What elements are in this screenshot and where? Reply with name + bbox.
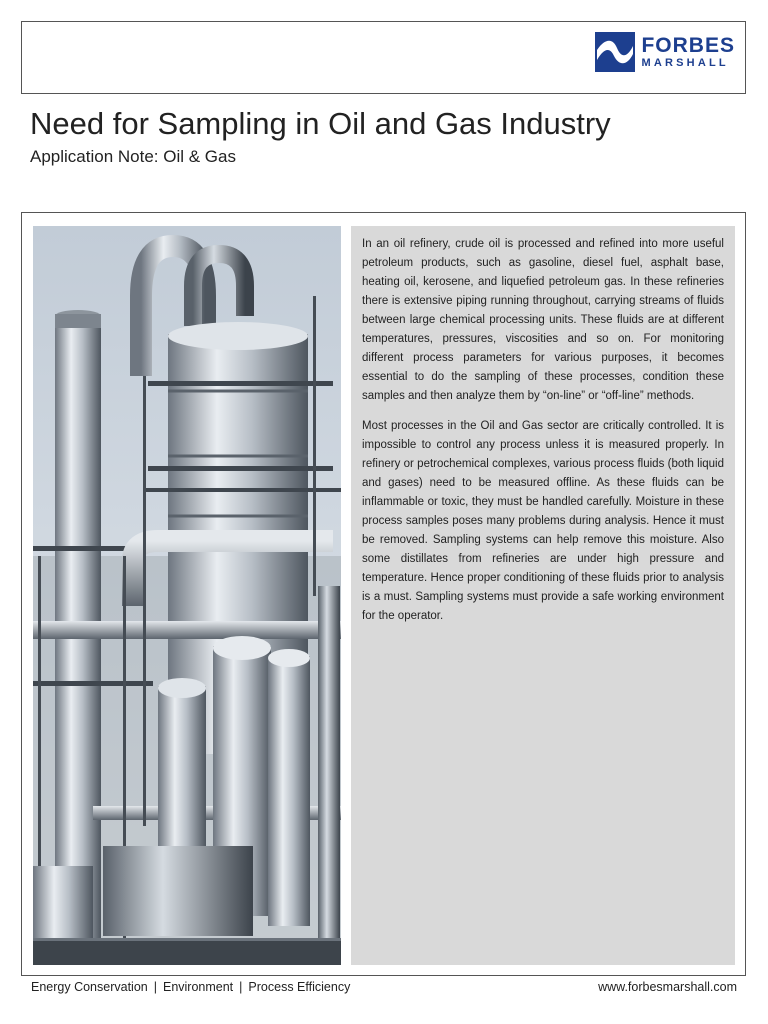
website-link[interactable]: www.forbesmarshall.com — [598, 980, 737, 994]
footer-separator: | — [239, 980, 243, 994]
footer-item: Process Efficiency — [248, 980, 351, 994]
brand-subname: MARSHALL — [641, 57, 729, 69]
brand-name: FORBES — [641, 34, 735, 57]
footer-item: Environment — [162, 980, 234, 994]
footer-taglines — [31, 980, 350, 994]
header-box — [21, 21, 746, 94]
brand-logo[interactable] — [595, 32, 735, 72]
content-box — [21, 212, 746, 976]
footer-item: Energy Conservation — [31, 980, 148, 994]
body-paragraph: In an oil refinery, crude oil is processed and refined into more useful petroleum products, such as gasoline, diesel fuel, asphalt base, heating oil, kerosene, and liquefied petroleum gas. In these refineries there is extensive piping running throughout, carrying streams of fluids between large chemical processing units. These fluids are at different temperatures, pressures, viscosities and so on. For monitoring different process parameters for various purposes, it becomes essential to do the sampling of these processes, condition these samples and then analyze them by “on-line” or “off-line” methods. — [362, 238, 724, 402]
forbes-marshall-logo-icon — [595, 32, 635, 72]
refinery-photo — [33, 226, 341, 965]
body-paragraph: Most processes in the Oil and Gas sector are critically controlled. It is impossible to control any process unless it is measured properly. In refinery or petrochemical complexes, various process fluids (both liquid and gases) need to be measured offline. As these fluids can be inflammable or toxic, they must be handled carefully. Moisture in these process samples poses many problems during analysis. Hence it must be removed. Sampling systems can help remove this moisture. Also some distillates from refineries are under high pressure and temperature. Hence proper conditioning of these fluids prior to analysis is a must. Sampling systems must provide a safe working environment for the operator. — [362, 420, 724, 622]
page-subtitle: Application Note: Oil & Gas — [30, 147, 236, 166]
page-title: Need for Sampling in Oil and Gas Industry — [30, 106, 611, 141]
footer-separator: | — [153, 980, 157, 994]
body-text-panel — [351, 226, 735, 965]
